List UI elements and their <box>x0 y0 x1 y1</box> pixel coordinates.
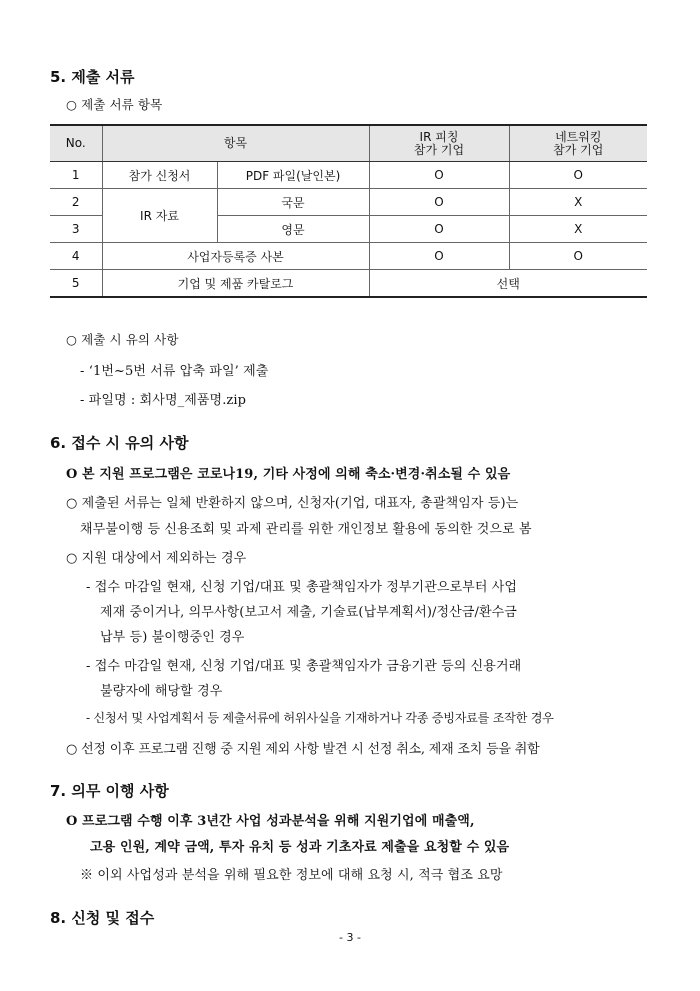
header-ir-line2: 참가 기업 <box>413 142 465 157</box>
exclusion-item: 불량자에 해당할 경우 <box>100 684 223 699</box>
header-net-line2: 참가 기업 <box>553 142 604 157</box>
notice-line: ○ 지원 대상에서 제외하는 경우 <box>66 551 247 566</box>
row-no: 2 <box>50 189 102 216</box>
row-detail: PDF 파일(날인본) <box>217 162 369 189</box>
row-item: 기업 및 제품 카탈로그 <box>102 270 369 298</box>
header-networking <box>509 125 647 162</box>
header-no: No. <box>50 125 102 162</box>
obligation-line: 고용 인원, 계약 금액, 투자 유치 등 성과 기초자료 제출을 요청할 수 있음 <box>90 840 510 855</box>
notice-line: 채무불이행 등 신용조회 및 과제 관리를 위한 개인정보 활용에 동의한 것으로 봄 <box>80 522 532 537</box>
exclusion-item: - 접수 마감일 현재, 신청 기업/대표 및 총괄책임자가 정부기관으로부터 사업 <box>86 580 518 595</box>
row-net: O <box>509 162 647 189</box>
row-no: 1 <box>50 162 102 189</box>
row-no: 5 <box>50 270 102 298</box>
exclusion-item: - 접수 마감일 현재, 신청 기업/대표 및 총괄책임자가 금융기관 등의 신용거래 <box>86 659 522 674</box>
table-row <box>50 243 647 270</box>
notes-title: ○ 제출 시 유의 사항 <box>66 332 179 347</box>
notice-line: ○ 제출된 서류는 일체 반환하지 않으며, 신청자(기업, 대표자, 총괄책임자 등)는 <box>66 496 519 511</box>
section-7-title: 7. 의무 이행 사항 <box>50 782 169 800</box>
header-item: 항목 <box>102 125 369 162</box>
table-header-row <box>50 125 647 162</box>
row-item: 참가 신청서 <box>102 162 217 189</box>
notice-line: ○ 선정 이후 프로그램 진행 중 지원 제외 사항 발견 시 선정 취소, 제재 조치 등을 취함 <box>66 742 540 757</box>
section-8-title: 8. 신청 및 접수 <box>50 909 155 927</box>
row-net: O <box>509 243 647 270</box>
table-row <box>50 162 647 189</box>
section-5-title: 5. 제출 서류 <box>50 68 135 86</box>
page-number: - 3 - <box>339 931 361 944</box>
row-item: 사업자등록증 사본 <box>102 243 369 270</box>
row-detail: 영문 <box>217 216 369 243</box>
row-ir: O <box>369 162 509 189</box>
section-5-subtitle: ○ 제출 서류 항목 <box>66 97 163 112</box>
row-no: 3 <box>50 216 102 243</box>
header-net-line1: 네트워킹 <box>555 129 602 144</box>
row-detail: 국문 <box>217 189 369 216</box>
exclusion-item: 제재 중이거나, 의무사항(보고서 제출, 기술료(납부계획서)/정산금/환수금 <box>100 605 517 620</box>
notice-line: O 본 지원 프로그램은 코로나19, 기타 사정에 의해 축소·변경·취소될 수 있음 <box>66 467 511 482</box>
note-item: - 파일명 : 회사명_제품명.zip <box>80 393 247 408</box>
exclusion-item: - 신청서 및 사업계획서 등 제출서류에 허위사실을 기재하거나 각종 증빙자료를 조작한 경우 <box>86 711 554 725</box>
header-ir-line1: IR 피칭 <box>419 129 459 144</box>
obligation-note: ※ 이외 사업성과 분석을 위해 필요한 정보에 대해 요청 시, 적극 협조 요망 <box>80 868 503 883</box>
obligation-line: O 프로그램 수행 이후 3년간 사업 성과분석을 위해 지원기업에 매출액, <box>66 814 475 829</box>
row-ir: O <box>369 243 509 270</box>
table-row <box>50 270 647 298</box>
row-ir: O <box>369 189 509 216</box>
row-selection: 선택 <box>369 270 647 298</box>
row-ir: O <box>369 216 509 243</box>
header-ir-pitching <box>369 125 509 162</box>
section-6-title: 6. 접수 시 유의 사항 <box>50 434 189 452</box>
row-no: 4 <box>50 243 102 270</box>
row-net: X <box>509 216 647 243</box>
table-row <box>50 189 647 216</box>
exclusion-item: 납부 등) 불이행중인 경우 <box>100 630 245 645</box>
row-item: IR 자료 <box>102 189 217 243</box>
row-net: X <box>509 189 647 216</box>
submission-documents-table <box>50 124 647 298</box>
note-item: - ‘1번~5번 서류 압축 파일’ 제출 <box>80 364 269 379</box>
